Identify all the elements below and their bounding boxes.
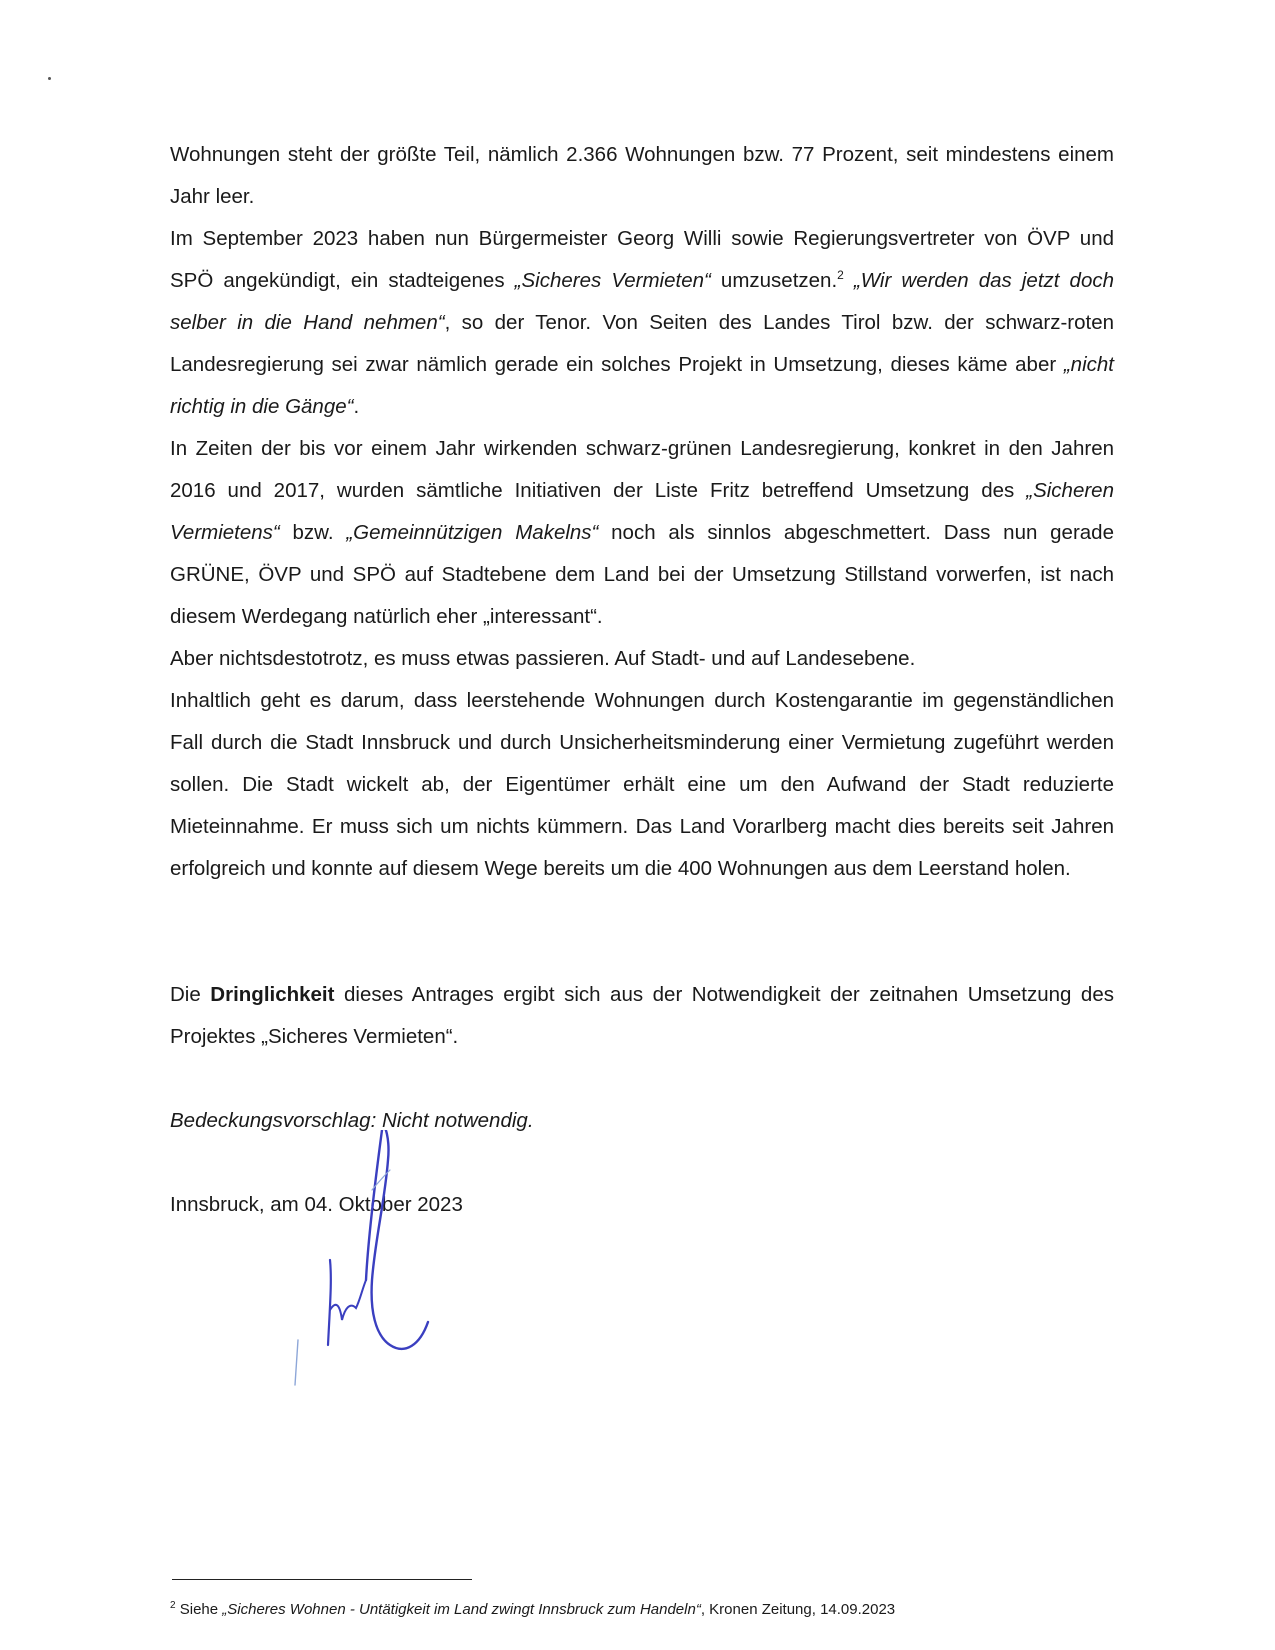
paragraph-urgency <box>170 974 1114 1058</box>
coverage-note: Bedeckungsvorschlag: Nicht notwendig. <box>170 1109 534 1132</box>
text-run: In Zeiten der bis vor einem Jahr wirkenden schwarz-grünen Landesregierung, konkret in den Jahren 2016 und 2017, wurden sämtliche Initiativen der Liste Fritz betreffend Umsetzung des <box>170 437 1114 502</box>
place-date: Innsbruck, am 04. Oktober 2023 <box>170 1193 463 1216</box>
footnote-number: 2 <box>170 1600 176 1611</box>
text-run: . <box>353 395 360 418</box>
italic-quote: „Sicheren Vermietens“ <box>170 479 1114 544</box>
paragraph-announcement <box>170 218 1114 428</box>
text-run: , so der Tenor. Von Seiten des Landes Tirol bzw. der schwarz-roten Landesregierung sei zwar nämlich gerade ein solches Projekt in Umsetzung, dieses käme aber <box>170 311 1114 376</box>
italic-quote: „Gemeinnützigen Makelns“ <box>346 521 599 544</box>
paragraph-history <box>170 428 1114 638</box>
footnote-title: „Sicheres Wohnen - Untätigkeit im Land zwingt Innsbruck zum Handeln“ <box>222 1601 701 1618</box>
spacer <box>170 1058 1114 1100</box>
document-body <box>170 134 1114 1226</box>
spacer <box>170 890 1114 974</box>
text-run: Im September 2023 haben nun Bürgermeister Georg Willi sowie Regierungsvertreter von ÖVP und SPÖ angekündigt, ein stadteigenes <box>170 227 1114 292</box>
footnote <box>170 1600 1110 1620</box>
text-run: Die <box>170 983 211 1006</box>
scan-speck <box>48 77 51 80</box>
text-run: bzw. <box>279 521 347 544</box>
italic-quote: „Sicheres Vermieten“ <box>514 269 711 292</box>
italic-quote: „nicht richtig in die Gänge“ <box>170 353 1114 418</box>
footnote-divider <box>172 1579 472 1580</box>
paragraph-content: Inhaltlich geht es darum, dass leerstehende Wohnungen durch Kostengarantie im gegenständlichen Fall durch die Stadt Innsbruck und durch Unsicherheitsminderung einer Vermietung zugeführt werden sollen. Die Stadt wickelt ab, der Eigentümer erhält eine um den Aufwand der Stadt reduzierte Mieteinnahme. Er muss sich um nichts kümmern. Das Land Vorarlberg macht dies bereits seit Jahren erfolgreich und konnte auf diesem Wege bereits um die 400 Wohnungen aus dem Leerstand holen. <box>170 689 1114 880</box>
text-run: noch als sinnlos abgeschmettert. Dass nun gerade GRÜNE, ÖVP und SPÖ auf Stadtebene dem Land bei der Umsetzung Stillstand vorwerfen, ist nach diesem Werdegang natürlich eher „interessant“. <box>170 521 1114 628</box>
text-run: dieses Antrages ergibt sich aus der Notwendigkeit der zeitnahen Umsetzung des Projektes „Sicheres Vermieten“. <box>170 983 1114 1048</box>
paragraph-vacancy: Wohnungen steht der größte Teil, nämlich 2.366 Wohnungen bzw. 77 Prozent, seit mindestens einem Jahr leer. <box>170 143 1114 208</box>
paragraph-nevertheless: Aber nichtsdestotrotz, es muss etwas passieren. Auf Stadt- und auf Landesebene. <box>170 647 916 670</box>
bold-term: Dringlichkeit <box>210 983 335 1006</box>
handwritten-signature-icon <box>290 1130 460 1410</box>
footnote-reference[interactable]: 2 <box>837 268 844 283</box>
text-run: Siehe <box>175 1601 223 1618</box>
text-run: umzusetzen. <box>710 269 838 292</box>
italic-quote: „Wir werden das jetzt doch selber in die Hand nehmen“ <box>170 269 1114 334</box>
text-run: , Kronen Zeitung, 14.09.2023 <box>700 1601 896 1618</box>
